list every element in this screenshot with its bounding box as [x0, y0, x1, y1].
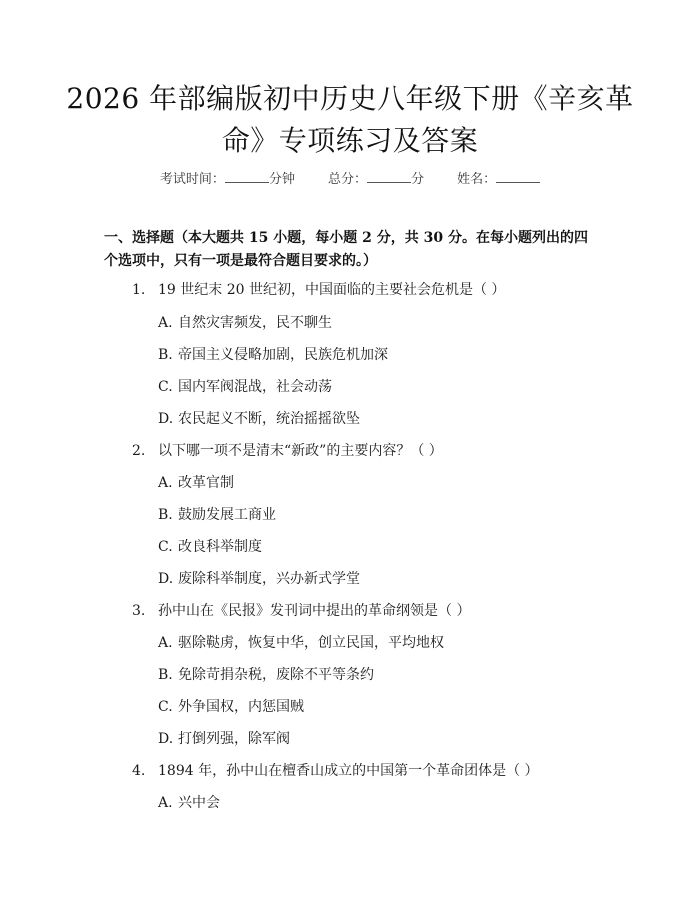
option-text: 外争国权，内惩国贼 [178, 699, 304, 715]
question-1-option-b [158, 345, 388, 365]
question-number: 4. [132, 763, 146, 779]
exam-info-line [0, 168, 700, 187]
option-letter: C. [158, 699, 173, 715]
question-3-option-d [158, 729, 290, 749]
question-1 [132, 280, 505, 300]
question-2 [132, 441, 443, 461]
option-text: 国内军阀混战，社会动荡 [178, 379, 332, 395]
option-text: 改良科举制度 [178, 539, 262, 555]
name-blank [496, 170, 540, 183]
option-letter: A. [158, 795, 173, 811]
option-letter: B. [158, 667, 173, 683]
section-heading: 一、选择题（本大题共 15 小题，每小题 2 分，共 30 分。在每小题列出的四个选项中，只有一项是最符合题目要求的。） [104, 230, 588, 269]
question-3-option-a [158, 633, 444, 653]
title-line-1: 2026 年部编版初中历史八年级下册《辛亥革 [66, 82, 634, 115]
question-3 [132, 601, 470, 621]
title-line-2: 命》专项练习及答案 [221, 124, 479, 157]
question-2-option-a [158, 473, 234, 493]
time-unit: 分钟 [268, 172, 295, 187]
option-letter: D. [158, 731, 174, 747]
question-3-option-c [158, 697, 304, 717]
score-unit: 分 [411, 172, 425, 187]
question-number: 3. [132, 603, 146, 619]
option-text: 免除苛捐杂税，废除不平等条约 [178, 667, 374, 683]
question-3-option-b [158, 665, 374, 685]
option-text: 改革官制 [178, 475, 234, 491]
time-blank [225, 170, 269, 183]
question-1-option-a [158, 313, 332, 333]
time-label: 考试时间： [159, 172, 225, 187]
score-blank [367, 170, 411, 183]
page-title [60, 78, 640, 162]
name-label: 姓名： [457, 172, 497, 187]
option-letter: C. [158, 379, 173, 395]
question-2-option-b [158, 505, 276, 525]
option-text: 农民起义不断，统治摇摇欲坠 [178, 411, 360, 427]
question-text: 孙中山在《民报》发刊词中提出的革命纲领是（ ） [158, 603, 471, 619]
question-text: 以下哪一项不是清末“新政”的主要内容？（ ） [158, 443, 443, 459]
option-text: 打倒列强，除军阀 [178, 731, 290, 747]
option-letter: A. [158, 635, 173, 651]
option-letter: A. [158, 315, 173, 331]
option-letter: C. [158, 539, 173, 555]
question-4-option-a [158, 793, 220, 813]
question-2-option-d [158, 569, 360, 589]
option-text: 帝国主义侵略加剧，民族危机加深 [178, 347, 388, 363]
question-text: 1894 年，孙中山在檀香山成立的中国第一个革命团体是（ ） [158, 763, 539, 779]
option-text: 自然灾害频发，民不聊生 [178, 315, 332, 331]
score-label: 总分： [327, 172, 367, 187]
option-letter: A. [158, 475, 173, 491]
question-text: 19 世纪末 20 世纪初，中国面临的主要社会危机是（ ） [158, 282, 506, 298]
option-text: 鼓励发展工商业 [178, 507, 276, 523]
question-number: 1. [132, 282, 146, 298]
option-letter: B. [158, 347, 173, 363]
question-1-option-d [158, 409, 360, 429]
option-letter: D. [158, 571, 174, 587]
option-text: 驱除鞑虏，恢复中华，创立民国，平均地权 [178, 635, 444, 651]
option-text: 废除科举制度，兴办新式学堂 [178, 571, 360, 587]
option-letter: D. [158, 411, 174, 427]
question-number: 2. [132, 443, 146, 459]
option-letter: B. [158, 507, 173, 523]
option-text: 兴中会 [178, 795, 220, 811]
question-2-option-c [158, 537, 262, 557]
question-4 [132, 761, 539, 781]
question-1-option-c [158, 377, 332, 397]
